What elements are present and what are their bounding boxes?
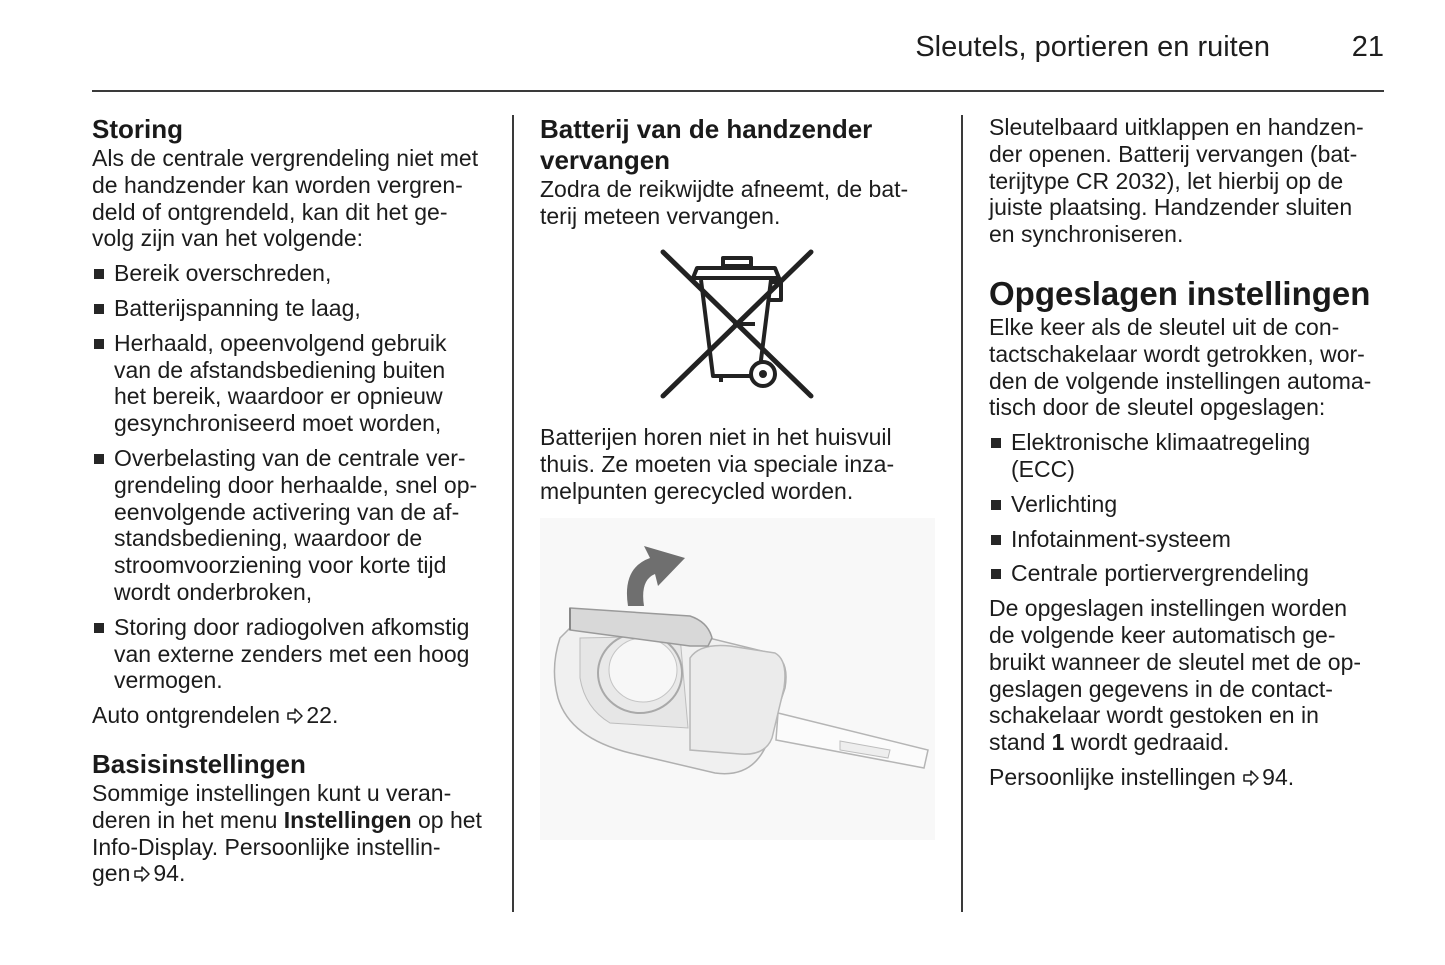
text-fragment: deren in het menu [92,806,284,833]
xref-persoonlijke-instellingen[interactable] [92,860,492,887]
xref-page: 94. [153,860,186,887]
text-line: stroomvoorziening voor korte tijd [114,552,447,579]
section-title: Sleutels, portieren en ruiten [915,31,1270,63]
page-number: 21 [1351,31,1384,63]
battery-replacement-steps [989,114,1389,248]
text-line: Overbelasting van de centrale ver- [114,444,466,471]
list-item [989,526,1389,553]
text-line: Verlichting [1011,490,1118,517]
text-line: Sommige instellingen kunt u veran- [92,779,452,806]
list-item [92,330,492,437]
list-item [989,560,1389,587]
opgeslagen-intro [989,314,1389,421]
text-fragment: stand [989,729,1052,756]
xref-label: gen [92,860,131,887]
text-line: geslagen gegevens in de contact- [989,675,1333,702]
square-bullet-icon [94,304,104,314]
square-bullet-icon [991,535,1001,545]
text-line: Bereik overschreden, [114,260,332,287]
text-line: schakelaar wordt gestoken en in [989,702,1319,729]
header-divider [92,90,1384,92]
battery-intro [540,176,940,230]
text-line: bruikt wanneer de sleutel met de op- [989,648,1362,675]
text-line: van externe zenders met een hoog [114,640,470,667]
text-line: gesynchroniseerd moet worden, [114,410,442,437]
heading-storing: Storing [92,114,183,144]
text-line: Infotainment-systeem [1011,525,1231,552]
list-item [92,445,492,606]
key-battery-illustration [540,518,935,840]
text-line: wordt onderbroken, [114,578,313,605]
crossed-out-wheelie-bin-icon [655,246,817,404]
text-line: Centrale portiervergrendeling [1011,560,1309,587]
text-line: volg zijn van het volgende: [92,225,364,252]
stored-settings-list [989,429,1389,587]
text-line: terij meteen vervangen. [540,202,781,229]
square-bullet-icon [991,569,1001,579]
square-bullet-icon [991,500,1001,510]
list-item [92,295,492,322]
heading-batterij-vervangen [540,114,940,176]
text-fragment: wordt gedraaid. [1064,729,1230,756]
text-line: thuis. Ze moeten via speciale inza- [540,450,895,477]
text-line: De opgeslagen instellingen worden [989,595,1348,622]
menu-keyword: Instellingen [283,806,412,833]
text-line: juiste plaatsing. Handzender sluiten [989,194,1353,221]
text-line: den de volgende instellingen automa- [989,367,1372,394]
text-line: de handzender kan worden vergren- [92,171,463,198]
arrow-right-outline-icon [1242,769,1260,787]
text-line: de volgende keer automatisch ge- [989,621,1336,648]
arrow-right-outline-icon [286,707,304,725]
xref-label: Auto ontgrendelen [92,702,280,729]
xref-auto-ontgrendelen[interactable] [92,702,492,729]
column-2-disposal [540,424,940,504]
xref-page: 94. [1262,763,1295,790]
column-3 [989,114,1389,791]
text-line: grendeling door herhaalde, snel op- [114,471,478,498]
list-item [989,491,1389,518]
xref-persoonlijke-instellingen-2[interactable] [989,764,1389,791]
list-item [92,260,492,287]
text-line: Batterijen horen niet in het huisvuil [540,424,892,450]
text-line: standsbediening, waardoor de [114,525,423,552]
text-line: Storing door radiogolven afkomstig [114,613,470,640]
xref-page: 22. [306,702,339,729]
text-line: het bereik, waardoor er opnieuw [114,383,443,410]
text-line [92,807,492,834]
text-line: en synchroniseren. [989,221,1184,248]
battery-disposal-note [540,424,940,504]
xref-label: Persoonlijke instellingen [989,763,1236,790]
text-line: tactschakelaar wordt getrokken, wor- [989,340,1365,367]
text-line [989,729,1389,756]
text-line: deld of ontgrendeld, kan dit het ge- [92,198,448,225]
text-line: eenvolgende activering van de af- [114,498,460,525]
text-line: vervangen [540,145,671,175]
text-line: (ECC) [1011,455,1075,482]
column-2 [540,114,940,230]
column-divider-2 [961,115,963,912]
text-line: Als de centrale vergrendeling niet met [92,145,479,171]
column-divider-1 [512,115,514,912]
square-bullet-icon [94,339,104,349]
text-line: der openen. Batterij vervangen (bat- [989,140,1358,167]
text-fragment: op het [411,806,482,833]
text-line: Elke keer als de sleutel uit de con- [989,313,1340,340]
storing-causes-list [92,260,492,694]
basis-body [92,780,492,887]
square-bullet-icon [94,454,104,464]
heading-basisinstellingen: Basisinstellingen [92,748,306,779]
square-bullet-icon [94,269,104,279]
text-line: terijtype CR 2032), let hierbij op de [989,167,1344,194]
text-line: Batterijspanning te laag, [114,294,361,321]
square-bullet-icon [991,438,1001,448]
storing-intro [92,145,492,252]
arrow-right-outline-icon [133,865,151,883]
heading-opgeslagen-instellingen: Opgeslagen instellingen [989,274,1371,312]
text-line: Info-Display. Persoonlijke instellin- [92,833,441,860]
text-line: Herhaald, opeenvolgend gebruik [114,329,447,356]
text-line: tisch door de sleutel opgeslagen: [989,394,1326,421]
text-line: vermogen. [114,667,223,694]
square-bullet-icon [94,623,104,633]
text-line: Elektronische klimaatregeling [1011,429,1311,456]
text-line: melpunten gerecycled worden. [540,477,854,504]
text-line: Zodra de reikwijdte afneemt, de bat- [540,176,909,202]
text-line: Batterij van de handzender [540,114,873,144]
list-item [989,429,1389,483]
opgeslagen-usage [989,595,1389,756]
text-line: Sleutelbaard uitklappen en handzen- [989,114,1364,140]
text-line: van de afstandsbediening buiten [114,356,446,383]
column-1 [92,114,492,887]
list-item [92,614,492,694]
ignition-position: 1 [1051,729,1065,756]
